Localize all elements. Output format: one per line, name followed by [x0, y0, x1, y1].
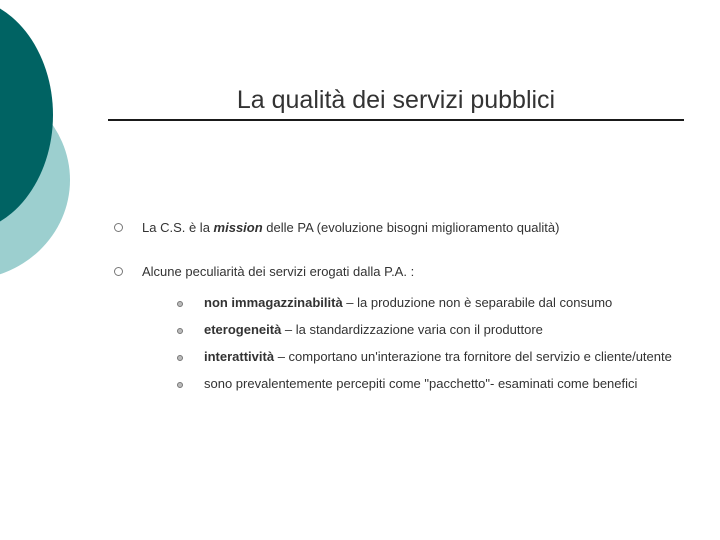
sub-bullet-term: non immagazzinabilità [204, 295, 343, 310]
sub-bullet-text: sono prevalentemente percepiti come "pacchetto"- esaminati come benefici [204, 376, 638, 391]
sub-bullet-term: interattività [204, 349, 275, 364]
hollow-circle-bullet-icon [114, 223, 123, 232]
sub-bullet-text: – la standardizzazione varia con il produttore [281, 322, 543, 337]
sub-bullet-text: – comportano un'interazione tra fornitore del servizio e cliente/utente [274, 349, 672, 364]
sub-bullet-item [142, 320, 702, 340]
bullet-text: La C.S. è la mission delle PA (evoluzione bisogni miglioramento qualità) [142, 220, 560, 235]
bullet-text: Alcune peculiarità dei servizi erogati dalla P.A. : [142, 264, 415, 279]
bullet-list [112, 218, 702, 401]
slide-title: La qualità dei servizi pubblici [236, 86, 556, 114]
sub-bullet-list [142, 293, 702, 394]
square-bullet-icon [177, 355, 183, 361]
title-underline [108, 119, 684, 121]
hollow-circle-bullet-icon [114, 267, 123, 276]
sub-bullet-item [142, 374, 702, 394]
sub-bullet-item [142, 293, 702, 313]
sub-bullet-item [142, 347, 702, 367]
sub-bullet-text: – la produzione non è separabile dal consumo [342, 295, 613, 310]
square-bullet-icon [177, 328, 183, 334]
sub-bullet-term: eterogeneità [204, 322, 282, 337]
decorative-teal-circles [0, 0, 80, 290]
square-bullet-icon [177, 382, 183, 388]
bullet-item [112, 218, 702, 238]
square-bullet-icon [177, 301, 183, 307]
bullet-item [112, 262, 702, 394]
